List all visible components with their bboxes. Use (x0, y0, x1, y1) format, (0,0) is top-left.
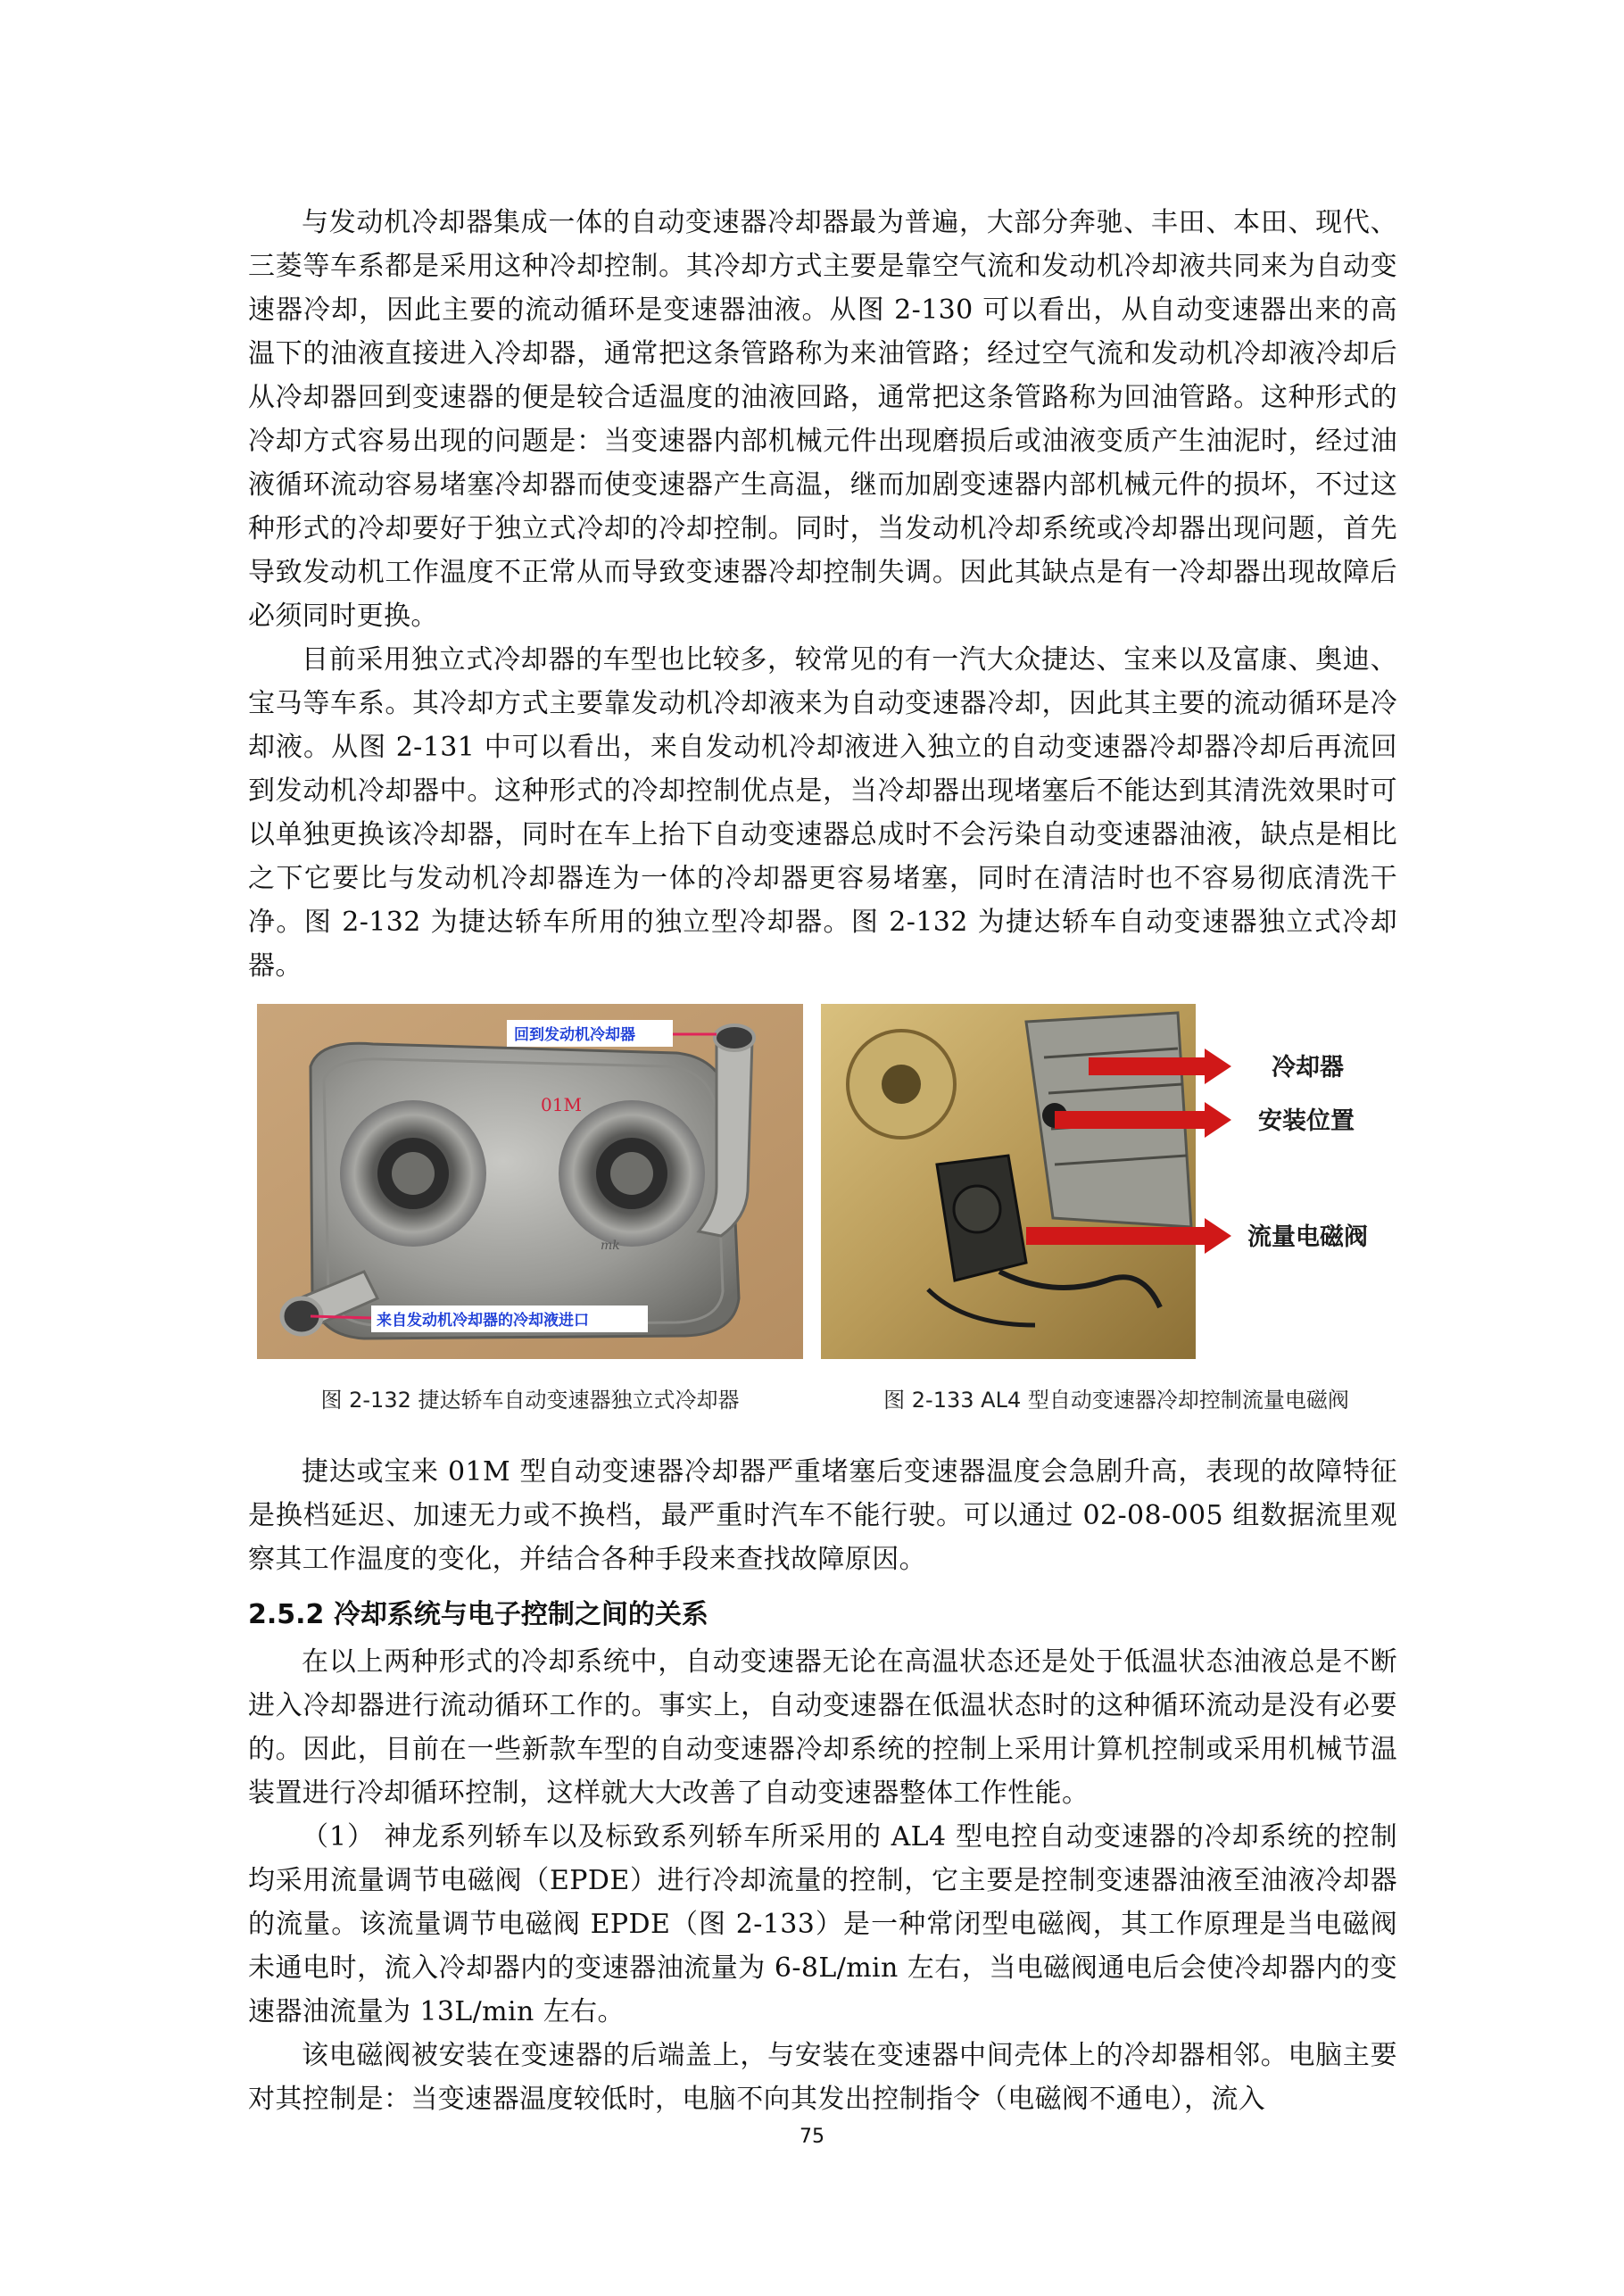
solenoid-photo (821, 1004, 1412, 1359)
section-heading: 2.5.2 冷却系统与电子控制之间的关系 (248, 1599, 708, 1630)
label-flow-solenoid: 流量电磁阀 (1247, 1223, 1368, 1251)
figure-2-132 (257, 1004, 803, 1413)
label-model-01m: 01M (541, 1094, 582, 1115)
cooler-illustration (257, 1004, 803, 1359)
figure-2-133 (821, 1004, 1412, 1413)
figure-caption: 图 2-133 AL4 型自动变速器冷却控制流量电磁阀 (883, 1388, 1349, 1413)
page-content (248, 201, 1397, 2121)
label-coolant-inlet: 来自发动机冷却器的冷却液进口 (377, 1312, 589, 1330)
paragraph: 与发动机冷却器集成一体的自动变速器冷却器最为普遍，大部分奔驰、丰田、本田、现代、三菱等车系都是采用这种冷却控制。其冷却方式主要是靠空气流和发动机冷却液共同来为自动变速器冷却，因此主要的流动循环是变速器油液。从图 2-130 可以看出，从自动变速器出来的高温下的油液直接进入冷却器，通常把这条管路称为来油管路；经过空气流和发动机冷却液冷却后从冷却器回到变速器的便是较合适温度的油液回路，通常把这条管路称为回油管路。这种形式的冷却方式容易出现的问题是：当变速器内部机械元件出现磨损后或油液变质产生油泥时，经过油液循环流动容易堵塞冷却器而使变速器产生高温，继而加剧变速器内部机械元件的损坏，不过这种形式的冷却要好于独立式冷却的冷却控制。同时，当发动机冷却系统或冷却器出现问题，首先导致发动机工作温度不正常从而导致变速器冷却控制失调。因此其缺点是有一冷却器出现故障后必须同时更换。 (248, 207, 1397, 632)
page-number: 75 (800, 2126, 824, 2148)
paragraph: 捷达或宝来 01M 型自动变速器冷却器严重堵塞后变速器温度会急剧升高，表现的故障特征是换档延迟、加速无力或不换档，最严重时汽车不能行驶。可以通过 02-08-005 组数据流里观察其工作温度的变化，并结合各种手段来查找故障原因。 (248, 1456, 1397, 1575)
paragraph: 该电磁阀被安装在变速器的后端盖上，与安装在变速器中间壳体上的冷却器相邻。电脑主要对其控制是：当变速器温度较低时，电脑不向其发出控制指令（电磁阀不通电），流入 (248, 2040, 1397, 2115)
figure-row (248, 1004, 1397, 1450)
cooler-photo (257, 1004, 803, 1359)
paragraph: （1） 神龙系列轿车以及标致系列轿车所采用的 AL4 型电控自动变速器的冷却系统的控制均采用流量调节电磁阀（EPDE）进行冷却流量的控制，它主要是控制变速器油液至油液冷却器的流量。该流量调节电磁阀 EPDE（图 2-133）是一种常闭型电磁阀，其工作原理是当电磁阀未通电时，流入冷却器内的变速器油流量为 6-8L/min 左右，当电磁阀通电后会使冷却器内的变速器油流量为 13L/min 左右。 (248, 1821, 1397, 2027)
svg-text:mk: mk (601, 1239, 620, 1253)
paragraph: 目前采用独立式冷却器的车型也比较多，较常见的有一汽大众捷达、宝来以及富康、奥迪、宝马等车系。其冷却方式主要靠发动机冷却液来为自动变速器冷却，因此其主要的流动循环是冷却液。从图 2-131 中可以看出，来自发动机冷却液进入独立的自动变速器冷却器冷却后再流回到发动机冷却器中。这种形式的冷却控制优点是，当冷却器出现堵塞后不能达到其清洗效果时可以单独更换该冷却器，同时在车上抬下自动变速器总成时不会污染自动变速器油液，缺点是相比之下它要比与发动机冷却器连为一体的冷却器更容易堵塞，同时在清洁时也不容易彻底清洗干净。图 2-132 为捷达轿车所用的独立型冷却器。图 2-132 为捷达轿车自动变速器独立式冷却器。 (248, 644, 1397, 982)
solenoid-illustration (821, 1004, 1412, 1359)
label-cooler: 冷却器 (1272, 1054, 1344, 1082)
figure-caption: 图 2-132 捷达轿车自动变速器独立式冷却器 (320, 1388, 740, 1413)
label-mount-position: 安装位置 (1258, 1107, 1355, 1135)
paragraph: 在以上两种形式的冷却系统中，自动变速器无论在高温状态还是处于低温状态油液总是不断进入冷却器进行流动循环工作的。事实上，自动变速器在低温状态时的这种循环流动是没有必要的。因此，目前在一些新款车型的自动变速器冷却系统的控制上采用计算机控制或采用机械节温装置进行冷却循环控制，这样就大大改善了自动变速器整体工作性能。 (248, 1646, 1397, 1809)
label-return-to-engine-cooler: 回到发动机冷却器 (514, 1026, 635, 1044)
